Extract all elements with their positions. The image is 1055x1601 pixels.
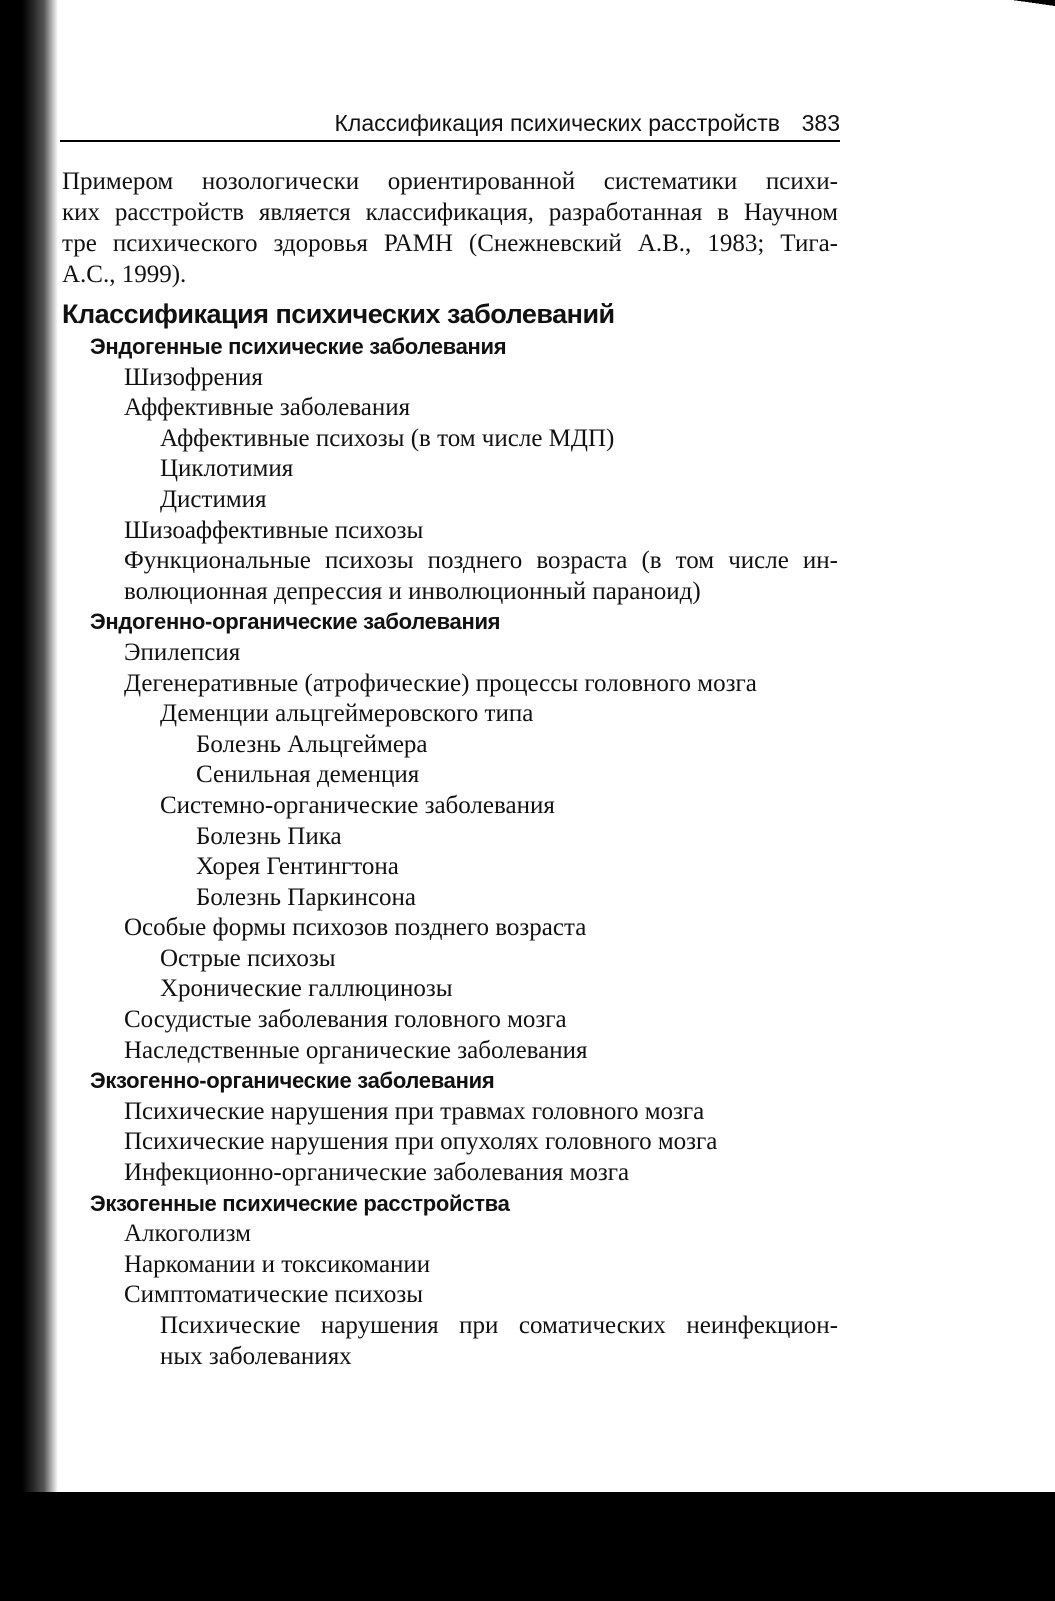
classification-item: Аффективные психозы (в том числе МДП) [160, 424, 615, 452]
intro-line: А.С., 1999). [62, 261, 187, 288]
intro-line: ких расстройств является классификация, разработанная в Научном [62, 199, 838, 226]
classification-item: Острые психозы [160, 944, 336, 972]
classification-group: Экзогенно-органические заболевания [90, 1068, 495, 1094]
classification-item: Болезнь Пика [196, 822, 342, 850]
classification-item: Инфекционно-органические заболевания мозга [124, 1159, 630, 1187]
page-number: 383 [801, 110, 840, 136]
classification-item: Сенильная деменция [196, 761, 420, 789]
classification-item: Симптоматические психозы [124, 1281, 424, 1309]
classification-item: Аффективные заболевания [124, 394, 411, 422]
classification-group: Эндогенно-органические заболевания [90, 609, 501, 635]
classification-item: Хорея Гентингтона [196, 853, 399, 881]
intro-paragraph [62, 166, 838, 290]
running-header [60, 106, 840, 142]
classification-item: Циклотимия [160, 455, 294, 483]
classification-item: Шизофрения [124, 363, 263, 391]
classification-item: Болезнь Паркинсона [196, 883, 416, 911]
classification-item: Системно-органические заболевания [160, 791, 555, 819]
classification-item: ных заболеваниях [160, 1342, 352, 1370]
classification-item: Эпилепсия [124, 638, 241, 666]
classification-item: Психические нарушения при соматических неинфекцион- [160, 1312, 838, 1339]
classification-item: Хронические галлюцинозы [160, 975, 453, 1003]
classification-item: Дегенеративные (атрофические) процессы головного мозга [124, 669, 757, 697]
intro-line: тре психического здоровья РАМН (Снежневский А.В., 1983; Тига- [62, 230, 838, 257]
classification-item: Болезнь Альцгеймера [196, 730, 428, 758]
classification-item: Психические нарушения при травмах головного мозга [124, 1097, 705, 1125]
classification-item: Дистимия [160, 485, 267, 513]
classification-item: волюционная депрессия и инволюционный параноид) [124, 577, 701, 605]
running-header-title: Классификация психических расстройств [334, 110, 780, 136]
classification-item: Наследственные органические заболевания [124, 1036, 588, 1064]
classification-item: Сосудистые заболевания головного мозга [124, 1006, 567, 1034]
scan-corner-mark [995, 0, 1055, 14]
scan-left-edge [0, 0, 58, 1601]
classification-item: Функциональные психозы позднего возраста (в том числе ин- [124, 547, 838, 575]
classification-item: Наркомании и токсикомании [124, 1250, 431, 1278]
classification-item: Деменции альцгеймеровского типа [160, 700, 534, 728]
classification-group: Экзогенные психические расстройства [90, 1190, 510, 1216]
classification-item: Алкоголизм [124, 1220, 251, 1248]
scan-bottom-band [0, 1492, 1055, 1601]
classification-title: Классификация психических заболеваний [62, 299, 615, 329]
classification-item: Шизоаффективные психозы [124, 516, 424, 544]
classification-item: Психические нарушения при опухолях головного мозга [124, 1128, 718, 1156]
classification-group: Эндогенные психические заболевания [90, 334, 507, 359]
intro-line: Примером нозологически ориентированной систематики психи- [62, 168, 838, 195]
classification-item: Особые формы психозов позднего возраста [124, 914, 587, 942]
classification-list [62, 332, 838, 1372]
page-body [62, 166, 838, 1372]
